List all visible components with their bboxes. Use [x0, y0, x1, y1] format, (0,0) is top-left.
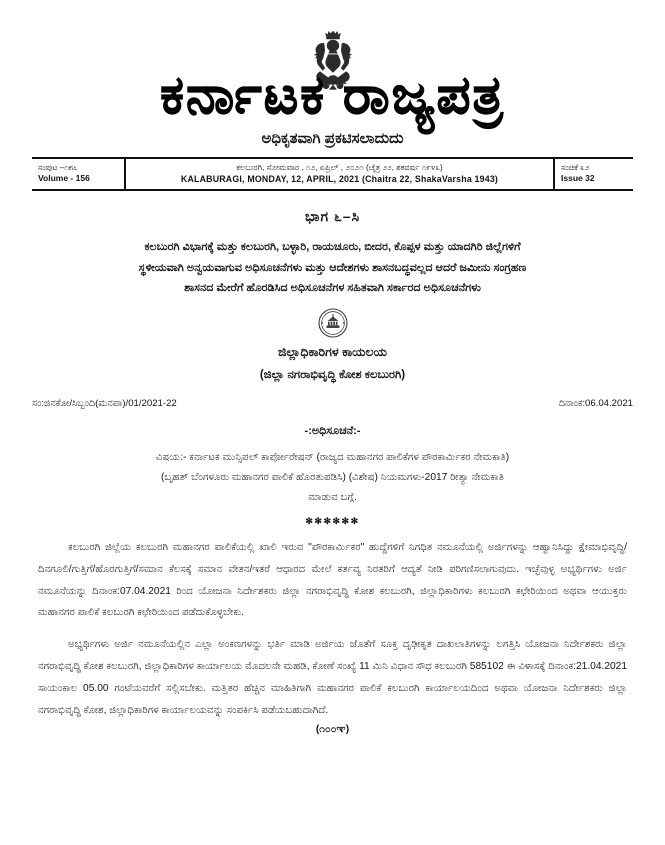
subject-line-1: ವಿಷಯ:- ಕರ್ನಾಟಕ ಮುನ್ಸಿಪಲ್ ಕಾರ್ಪೋರೇಷನ್ (ರಾಜ್ಯದ ಮಹಾನಗರ ಪಾಲಿಕೆಗಳ ಪೌರಕಾರ್ಮಿಕರ ನೇಮಕಾತಿ) — [155, 451, 510, 463]
place-date-kn: ಕಲಬುರಗಿ, ಸೋಮವಾರ , ೧೨, ಏಪ್ರಿಲ್ , ೨೦೨೧ (ಚೈತ್ರ ೨೨, ಶಕವರ್ಷ ೧೯೪೩) — [236, 162, 443, 172]
issue-label-kn: ಸಂಚಿಕೆ ೩೨ — [561, 162, 590, 172]
district-government-seal-icon — [318, 308, 348, 338]
issue-cell — [555, 159, 633, 190]
place-date-en: KALABURAGI, MONDAY, 12, APRIL, 2021 (Chaitra 22, ShakaVarsha 1943) — [180, 174, 499, 185]
section-separator: ✻✻✻✻✻✻ — [305, 515, 360, 526]
issue-bar — [32, 157, 633, 192]
part-heading: ಭಾಗ ೬–ಸಿ — [304, 208, 361, 225]
reference-date: ದಿನಾಂಕ:06.04.2021 — [558, 397, 633, 409]
gazette-subtitle: ಅಧಿಕೃತವಾಗಿ ಪ್ರಕಟಿಸಲಾದುದು — [261, 129, 404, 147]
reference-row — [32, 398, 633, 409]
scope-line-1: ಕಲಬುರಗಿ ವಿಭಾಗಕ್ಕೆ ಮತ್ತು ಕಲಬುರಗಿ, ಬಳ್ಳಾರಿ, ರಾಯಚೂರು, ಬೀದರ, ಕೊಪ್ಪಳ ಮತ್ತು ಯಾದಗಿರಿ ಜಿಲ್ಲೆಗಳಿಗೆ — [144, 241, 521, 254]
scope-line-2: ಸ್ಥಳೀಯವಾಗಿ ಅನ್ವಯವಾಗುವ ಅಧಿಸೂಚನೆಗಳು ಮತ್ತು ಆದೇಶಗಳು ಶಾಸನಬದ್ಧವಲ್ಲದ ಆದರೆ ಜಮೀನು ಸಂಗ್ರಹಣ — [138, 261, 527, 274]
subject-line-2: (ಬೃಹತ್ ಬೆಂಗಳೂರು ಮಹಾನಗರ ಪಾಲಿಕೆ ಹೊರತುಪಡಿಸಿ) (ವಿಶೇಷ) ನಿಯಮಗಳು-2017 ರೀತ್ಯಾ ನೇಮಕಾತಿ — [161, 471, 504, 483]
notification-body — [38, 537, 627, 722]
issue-label-en: Issue 32 — [561, 172, 595, 183]
office-title: ಜಿಲ್ಲಾಧಿಕಾರಿಗಳ ಕಾಯಲಯ — [277, 344, 388, 359]
place-date-cell — [126, 159, 555, 190]
volume-label-kn: ಸಂಪುಟ –೧೫೬ — [38, 162, 78, 172]
notification-heading: -:ಅಧಿಸೂಚನೆ:- — [304, 424, 361, 437]
reference-number: ಸಂ:ಜಿನಕೋ/ಸಿಬ್ಬಂದಿ(ಮನಪಾ)/01/2021-22 — [32, 397, 177, 409]
emblem-container — [0, 0, 665, 72]
body-paragraph-1: ಕಲಬುರಗಿ ಜಿಲ್ಲೆಯ ಕಲಬುರಗಿ ಮಹಾನಗರ ಪಾಲಿಕೆಯಲ್ಲಿ ಖಾಲಿ ಇರುವ "ಪೌರಕಾರ್ಮಿಕರ" ಹುದ್ದೆಗಳಿಗೆ ನಿಗಧಿತ ನಮೂನೆಯಲ್ಲಿ ಅರ್ಜಿಗಳನ್ನು ಆಹ್ವಾನಿಸಿದ್ದು ಕ್ಷೇಮಾಭಿವೃದ್ಧಿ/ದಿನಗೂಲಿ/ಗುತ್ತಿಗೆ/ಹೊರಗುತ್ತಿಗೆ/ಸಮಾನ ಕೆಲಸಕ್ಕೆ ಸಮಾನ ವೇತನ/ಇತರೆ ಆಧಾರದ ಮೇಲೆ ಕರ್ತವ್ಯ ನಿರತರಿಗೆ ಆದ್ಯತೆ ನೀಡಿ ಪರಿಗಣಿಸಲಾಗುವುದು. ಇಚ್ಛೆವುಳ್ಳ ಅಭ್ಯರ್ಥಿಗಳು ಅರ್ಜಿ ನಮೂನೆಯನ್ನು ದಿನಾಂಕ:07.04.2021 ರಿಂದ ಯೋಜನಾ ನಿರ್ದೇಶಕರು ಜಿಲ್ಲಾ ನಗರಾಭಿವೃದ್ಧಿ ಕೋಶ ಕಲಬುರಗಿ, ಜಿಲ್ಲಾಧಿಕಾರಿಗಳು ಕಲಬುರಗಿ ಕಛೇರಿಯಿಂದ ಅಥವಾ ಆಯುಕ್ತರು ಮಹಾನಗರ ಪಾಲಿಕೆ ಕಲಬುರಗಿ ಕಛೇರಿಯಿಂದ ಪಡೆದುಕೊಳ್ಳಬೇಕು. — [38, 541, 627, 619]
scope-description — [42, 237, 623, 299]
gazette-title: ಕರ್ನಾಟಕ ರಾಜ್ಯಪತ್ರ — [160, 66, 505, 125]
volume-label-en: Volume - 156 — [38, 172, 90, 183]
office-subtitle: (ಜಿಲ್ಲಾ ನಗರಾಭಿವೃದ್ಧಿ ಕೋಶ ಕಲಬುರಗಿ) — [259, 368, 406, 381]
seal-container — [0, 308, 665, 340]
subject-line-3: ಮಾಡುವ ಬಗ್ಗೆ. — [308, 491, 357, 503]
closing-reference: (೧೦೦ಞ) — [315, 724, 350, 736]
body-paragraph-2: ಅಭ್ಯರ್ಥಿಗಳು ಅರ್ಜಿ ನಮೂನೆಯಲ್ಲಿನ ಎಲ್ಲಾ ಅಂಕಣಗಳನ್ನು ಭರ್ತಿ ಮಾಡಿ ಅರ್ಜಿಯ ಜೊತೆಗೆ ಸೂಕ್ತ ದೃಢೀಕೃತ ದಾಖಲಾತಿಗಳನ್ನು ಲಗತ್ತಿಸಿ ಯೋಜನಾ ನಿರ್ದೇಶಕರು ಜಿಲ್ಲಾ ನಗರಾಭಿವೃದ್ಧಿ ಕೋಶ ಕಲಬುರಗಿ, ಜಿಲ್ಲಾಧಿಕಾರಿಗಳ ಕಾರ್ಯಾಲಯ ಮೊದಲನೇ ಮಹಡಿ, ಕೋಣೆ ಸಂಖ್ಯೆ 11 ಮಿನಿ ವಿಧಾನ ಸೌಧ ಕಲಬುರಗಿ 585102 ಈ ವಿಳಾಸಕ್ಕೆ ದಿನಾಂಕ:21.04.2021 ಸಾಯಂಕಾಲ 05.00 ಗಂಟೆಯವರೆಗೆ ಸಲ್ಲಿಸಬೇಕು. ಮತ್ತಿತರ ಹೆಚ್ಚಿನ ಮಾಹಿತಿಗಾಗಿ ಮಹಾನಗರ ಪಾಲಿಕೆ ಕಲಬುರಗಿ ಕಾರ್ಯಾಲಯದಿಂದ ಅಥವಾ ಯೋಜನಾ ನಿರ್ದೇಶಕರು ಜಿಲ್ಲಾ ನಗರಾಭಿವೃದ್ಧಿ ಕೋಶ, ಜಿಲ್ಲಾಧಿಕಾರಿಗಳ ಕಾರ್ಯಾಲಯವನ್ನು ಸಂಪರ್ಕಿಸಿ ಪಡೆಯಬಹುದಾಗಿದೆ. — [38, 639, 627, 717]
masthead — [0, 68, 665, 147]
subject-block — [48, 448, 617, 508]
volume-cell — [32, 159, 126, 190]
scope-line-3: ಶಾಸನದ ಮೇರೆಗೆ ಹೊರಡಿಸಿದ ಅಧಿಸೂಚನೆಗಳ ಸಹಿತವಾಗಿ ಸರ್ಕಾರದ ಅಧಿಸೂಚನೆಗಳು — [184, 282, 481, 295]
